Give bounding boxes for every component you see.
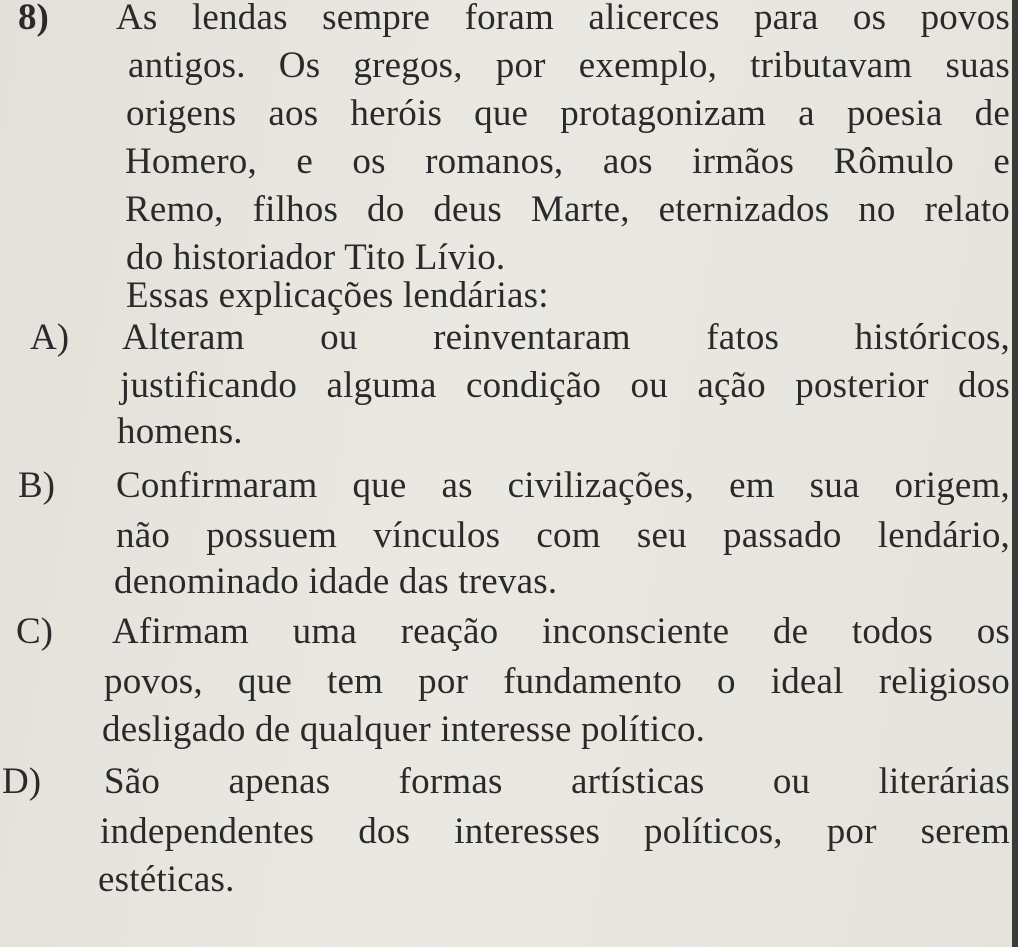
stem-line-6: do historiador Tito Lívio. (126, 237, 506, 278)
stem-line-4: Homero, e os romanos, aos irmãos Rômulo e (125, 141, 1010, 182)
option-d-line-1: São apenas formas artísticas ou literárias (104, 761, 1010, 802)
option-c-letter: C) (16, 611, 53, 652)
question-number: 8) (18, 0, 49, 38)
option-b-letter: B) (18, 465, 55, 506)
option-d-letter: D) (2, 761, 42, 802)
question-prompt: Essas explicações lendárias: (126, 275, 549, 316)
option-d-line-2: independentes dos interesses políticos, por serem (100, 811, 1010, 852)
option-a-line-3: homens. (117, 411, 243, 452)
stem-line-3: origens aos heróis que protagonizam a poesia de (126, 93, 1010, 134)
option-a-letter: A) (30, 317, 70, 358)
option-a-line-2: justificando alguma condição ou ação posterior dos (120, 365, 1010, 406)
stem-line-1: As lendas sempre foram alicerces para os povos (116, 0, 1010, 38)
option-d-line-3: estéticas. (98, 859, 235, 900)
option-c-line-1: Afirmam uma reação inconsciente de todos os (112, 611, 1010, 652)
option-b-line-1: Confirmaram que as civilizações, em sua origem, (116, 465, 1010, 506)
option-c-line-2: povos, que tem por fundamento o ideal religioso (104, 661, 1010, 702)
option-c-line-3: desligado de qualquer interesse político. (102, 709, 706, 750)
option-a-line-1: Alteram ou reinventaram fatos históricos, (122, 317, 1010, 358)
stem-line-2: antigos. Os gregos, por exemplo, tributavam suas (128, 45, 1010, 86)
option-b-line-3: denominado idade das trevas. (114, 561, 558, 602)
page-edge (1012, 0, 1018, 947)
option-b-line-2: não possuem vínculos com seu passado lendário, (116, 515, 1010, 556)
stem-line-5: Remo, filhos do deus Marte, eternizados no relato (125, 189, 1010, 230)
